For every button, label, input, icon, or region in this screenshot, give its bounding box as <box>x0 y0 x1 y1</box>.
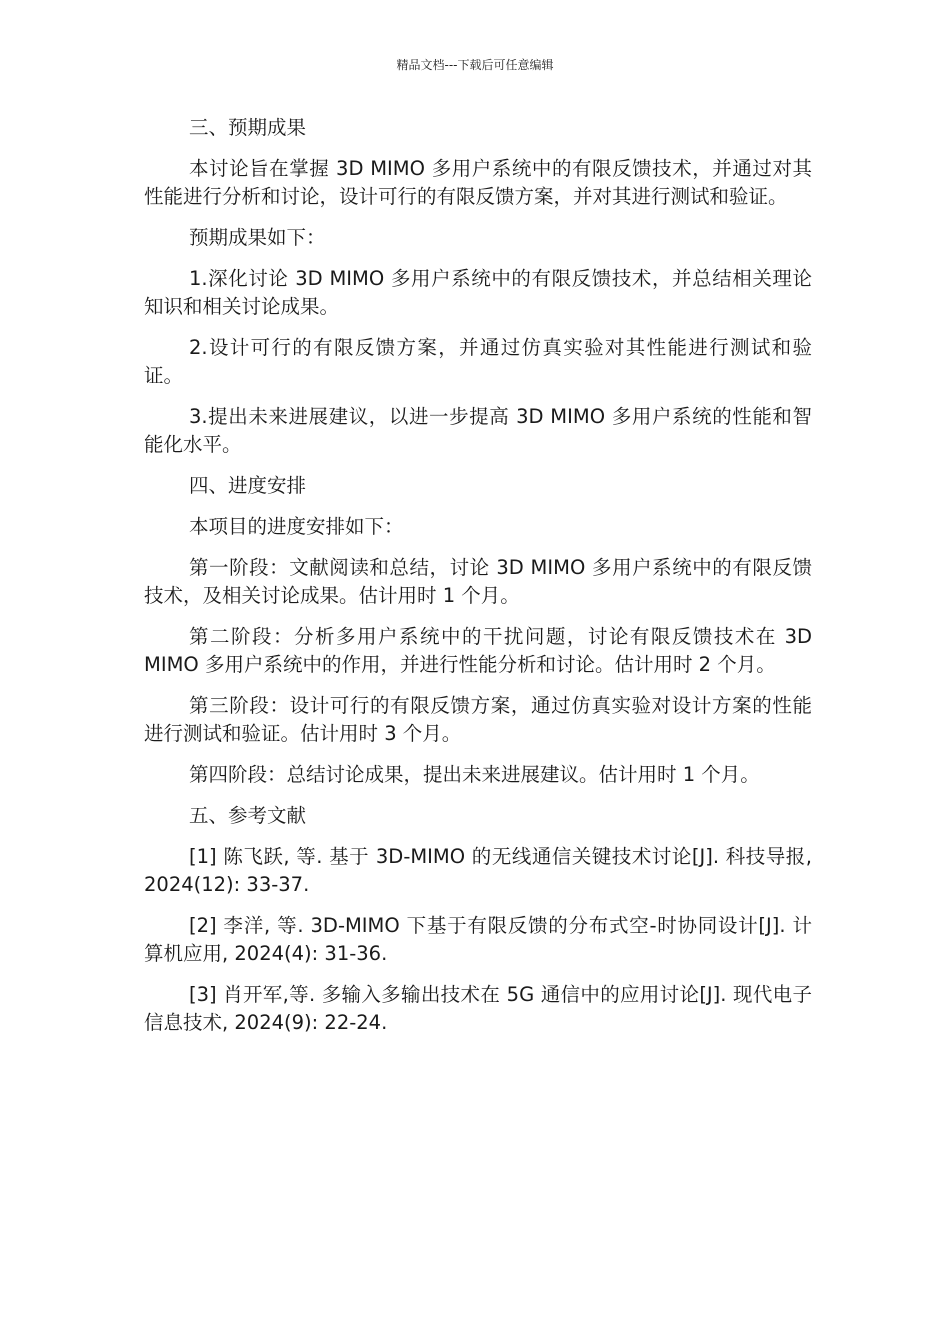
schedule-phase-1: 第一阶段：文献阅读和总结，讨论 3D MIMO 多用户系统中的有限反馈技术，及相关讨论成果。估计用时 1 个月。 <box>144 556 812 607</box>
document-body <box>144 114 812 1050</box>
section-heading-references: 五、参考文献 <box>189 804 307 827</box>
paragraph-schedule-intro: 本项目的进度安排如下： <box>189 515 404 538</box>
paragraph-research-goal: 本讨论旨在掌握 3D MIMO 多用户系统中的有限反馈技术，并通过对其性能进行分析和讨论，设计可行的有限反馈方案，并对其进行测试和验证。 <box>144 157 812 208</box>
section-heading-expected-results: 三、预期成果 <box>189 116 307 139</box>
schedule-phase-4: 第四阶段：总结讨论成果，提出未来进展建议。估计用时 1 个月。 <box>189 763 760 786</box>
schedule-phase-2: 第二阶段：分析多用户系统中的干扰问题，讨论有限反馈技术在 3D MIMO 多用户系统中的作用，并进行性能分析和讨论。估计用时 2 个月。 <box>144 625 812 676</box>
schedule-phase-3: 第三阶段：设计可行的有限反馈方案，通过仿真实验对设计方案的性能进行测试和验证。估计用时 3 个月。 <box>144 694 812 745</box>
list-item-result-2: 2.设计可行的有限反馈方案，并通过仿真实验对其性能进行测试和验证。 <box>144 336 812 387</box>
reference-item-2: [2] 李洋, 等. 3D-MIMO 下基于有限反馈的分布式空-时协同设计[J]. 计算机应用, 2024(4): 31-36. <box>144 914 812 965</box>
section-heading-schedule: 四、进度安排 <box>189 474 307 497</box>
page-header: 精品文档---下载后可任意编辑 <box>396 58 554 72</box>
list-item-result-3: 3.提出未来进展建议，以进一步提高 3D MIMO 多用户系统的性能和智能化水平。 <box>144 405 812 456</box>
paragraph-expected-intro: 预期成果如下： <box>189 226 326 249</box>
reference-item-3: [3] 肖开军,等. 多输入多输出技术在 5G 通信中的应用讨论[J]. 现代电子信息技术, 2024(9): 22-24. <box>144 983 812 1034</box>
list-item-result-1: 1.深化讨论 3D MIMO 多用户系统中的有限反馈技术，并总结相关理论知识和相关讨论成果。 <box>144 267 812 318</box>
reference-item-1: [1] 陈飞跃, 等. 基于 3D-MIMO 的无线通信关键技术讨论[J]. 科技导报, 2024(12): 33-37. <box>144 845 812 896</box>
